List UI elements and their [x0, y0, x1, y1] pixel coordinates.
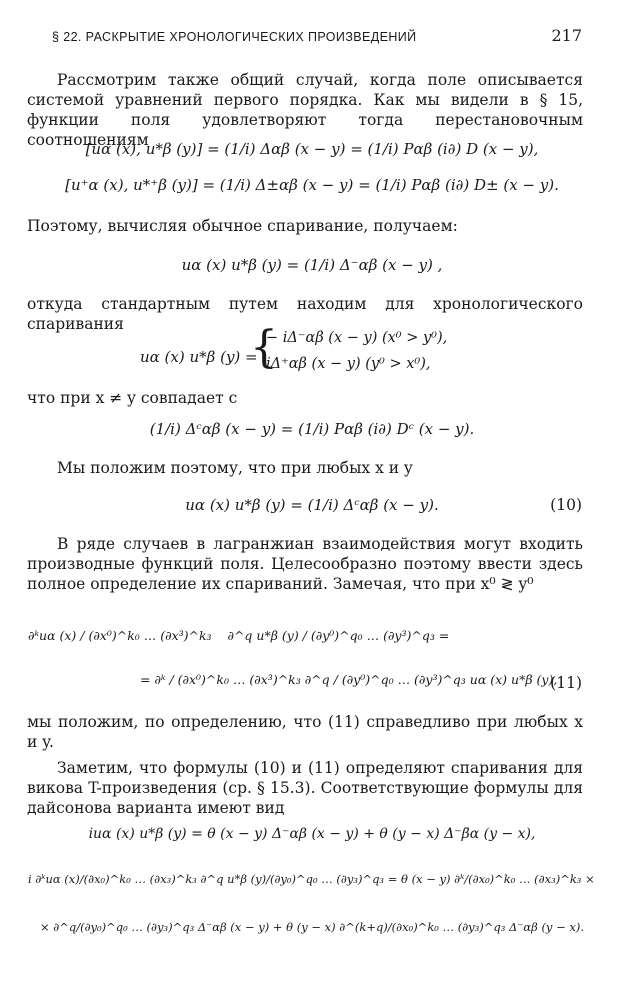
equation-commutator-2: [u⁺α (x), u*⁺β (y)] = (1/i) Δ±αβ (x − y) = (1/i) Pαβ (i∂) D± (x − y). [65, 176, 559, 194]
equation-chrono-case-2: iΔ⁺αβ (x − y) (y⁰ > x⁰), [266, 356, 431, 372]
equation-ordinary-contraction: uα (x) u*β (y) = (1/i) Δ⁻αβ (x − y) , [181, 256, 443, 274]
paragraph-3: откуда стандартным путем находим для хронологического спаривания [27, 295, 583, 333]
paragraph-7: мы положим, по определению, что (11) справедливо при любых x и y. [27, 713, 583, 751]
equation-chrono-case-1: − iΔ⁻αβ (x − y) (x⁰ > y⁰), [266, 330, 448, 346]
equation-dyson-2: i ∂ᵏuα (x)/(∂x₀)^k₀ … (∂x₃)^k₃ ∂^q u*β (y)/(∂y₀)^q₀ … (∂y₃)^q₃ = θ (x − y) ∂ᵏ/(∂x₀)^k₀ … (∂x₃)^k₃ × [28, 872, 595, 886]
equation-11-lhs-part-1: ∂ᵏuα (x) / (∂x⁰)^k₀ … (∂x³)^k₃ [28, 628, 212, 643]
paragraph-1: Рассмотрим также общий случай, когда поле описывается системой уравнений первого порядка. Как мы видели в § 15, функции поля удовлетворяют тогда перестановочным соотношениям [27, 71, 583, 149]
equation-causal: (1/i) Δᶜαβ (x − y) = (1/i) Pαβ (i∂) Dᶜ (x − y). [149, 420, 475, 438]
paragraph-6: В ряде случаев в лагранжиан взаимодействия могут входить производные функций поля. Целесообразно поэтому ввести здесь полное определение их спариваний. Замечая, что при x⁰ ≷ y⁰ [27, 535, 583, 593]
running-title: § 22. РАСКРЫТИЕ ХРОНОЛОГИЧЕСКИХ ПРОИЗВЕДЕНИЙ [52, 30, 417, 44]
equation-dyson-3: × ∂^q/(∂y₀)^q₀ … (∂y₃)^q₃ Δ⁻αβ (x − y) + θ (y − x) ∂^(k+q)/(∂x₀)^k₀ … (∂y₃)^q₃ Δ⁻αβ (y − x). [40, 920, 585, 934]
equation-11-number: (11) [550, 674, 582, 692]
paragraph-8: Заметим, что формулы (10) и (11) определяют спаривания для викова T-произведения (ср. § 15.3). Соответствующие формулы для дайсонова варианта имеют вид [27, 759, 583, 817]
paragraph-2: Поэтому, вычисляя обычное спаривание, получаем: [27, 217, 458, 235]
paragraph-5: Мы положим поэтому, что при любых x и y [57, 459, 413, 477]
equation-commutator-1: [uα (x), u*β (y)] = (1/i) Δαβ (x − y) = (1/i) Pαβ (i∂) D (x − y), [85, 140, 539, 158]
paragraph-4: что при x ≠ y совпадает с [27, 389, 238, 407]
cases-brace: { [250, 322, 278, 373]
equation-11-lhs-part-2: ∂^q u*β (y) / (∂y⁰)^q₀ … (∂y³)^q₃ = [227, 628, 450, 643]
equation-dyson-1: iuα (x) u*β (y) = θ (x − y) Δ⁻αβ (x − y) + θ (y − x) Δ⁻β̄α (y − x), [88, 826, 536, 842]
equation-11-lhs [28, 628, 449, 643]
page-number: 217 [551, 26, 582, 45]
equation-11-rhs: = ∂ᵏ / (∂x⁰)^k₀ … (∂x³)^k₃ ∂^q / (∂y⁰)^q₀ … (∂y³)^q₃ uα (x) u*β (y), [140, 672, 558, 687]
equation-chrono-lhs: uα (x) u*β (y) = [140, 348, 258, 366]
running-header [52, 26, 582, 48]
equation-10-number: (10) [550, 496, 582, 514]
equation-10: uα (x) u*β (y) = (1/i) Δᶜαβ (x − y). [185, 496, 439, 514]
